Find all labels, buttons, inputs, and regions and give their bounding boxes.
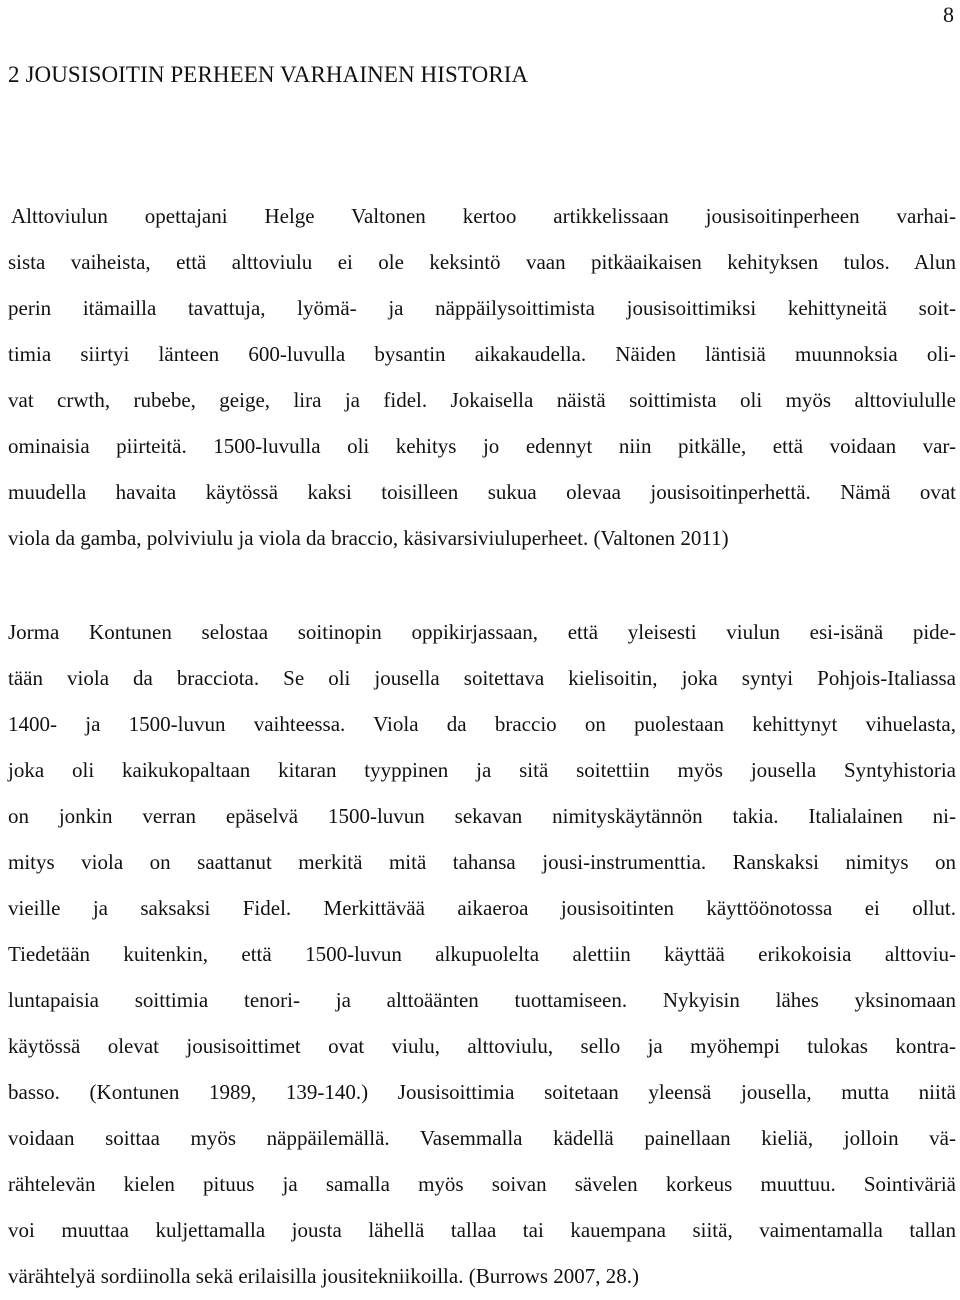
paragraph-valtonen: [8, 193, 956, 561]
text-line: mitys viola on saattanut merkitä mitä tahansa jousi-instrumenttia. Ranskaksi nimitys on: [8, 850, 956, 874]
text-line: voidaan soittaa myös näppäilemällä. Vasemmalla kädellä painellaan kieliä, jolloin vä-: [8, 1126, 956, 1150]
paragraph-kontunen: [8, 609, 956, 1299]
text-line: Jorma Kontunen selostaa soitinopin oppikirjassaan, että yleisesti viulun esi-isänä pide-: [8, 620, 956, 644]
text-line: sista vaiheista, että alttoviulu ei ole keksintö vaan pitkäaikaisen kehityksen tulos. Alun: [8, 250, 956, 274]
text-line: Alttoviulun opettajani Helge Valtonen kertoo artikkelissaan jousisoitinperheen varhai-: [11, 204, 956, 228]
text-line: viola da gamba, polviviulu ja viola da braccio, käsivarsiviuluperheet. (Valtonen 2011): [8, 526, 729, 550]
text-line: perin itämailla tavattuja, lyömä- ja näppäilysoittimista jousisoittimiksi kehittyneitä soit-: [8, 296, 956, 320]
text-line: vieille ja saksaksi Fidel. Merkittävää aikaeroa jousisoitinten käyttöönotossa ei ollut.: [8, 896, 956, 920]
text-line: tään viola da bracciota. Se oli jousella soitettava kielisoitin, joka syntyi Pohjois-Italiassa: [8, 666, 956, 690]
text-line: Tiedetään kuitenkin, että 1500-luvun alkupuolelta alettiin käyttää erikokoisia alttoviu-: [8, 942, 956, 966]
text-line: voi muuttaa kuljettamalla jousta lähellä tallaa tai kauempana siitä, vaimentamalla tallan: [8, 1218, 956, 1242]
text-line: joka oli kaikukopaltaan kitaran tyyppinen ja sitä soitettiin myös jousella Syntyhistoria: [8, 758, 956, 782]
text-line: basso. (Kontunen 1989, 139-140.) Jousisoittimia soitetaan yleensä jousella, mutta niitä: [8, 1080, 956, 1104]
text-line: värähtelyä sordiinolla sekä erilaisilla jousitekniikoilla. (Burrows 2007, 28.): [8, 1264, 640, 1288]
text-line: on jonkin verran epäselvä 1500-luvun sekavan nimityskäytännön takia. Italialainen ni-: [8, 804, 956, 828]
text-line: timia siirtyi länteen 600-luvulla bysantin aikakaudella. Näiden läntisiä muunnoksia oli-: [8, 342, 956, 366]
text-line: luntapaisia soittimia tenori- ja alttoäänten tuottamiseen. Nykyisin lähes yksinomaan: [8, 988, 956, 1012]
text-line: käytössä olevat jousisoittimet ovat viulu, alttoviulu, sello ja myöhempi tulokas kontra-: [8, 1034, 956, 1058]
text-line: ominaisia piirteitä. 1500-luvulla oli kehitys jo edennyt niin pitkälle, että voidaan var-: [8, 434, 956, 458]
text-line: rähtelevän kielen pituus ja samalla myös soivan sävelen korkeus muuttuu. Sointiväriä: [8, 1172, 956, 1196]
chapter-heading: 2 JOUSISOITIN PERHEEN VARHAINEN HISTORIA: [8, 62, 529, 87]
text-line: muudella havaita käytössä kaksi toisilleen sukua olevaa jousisoitinperhettä. Nämä ovat: [8, 480, 956, 504]
page-number: 8: [943, 2, 954, 27]
text-line: vat crwth, rubebe, geige, lira ja fidel. Jokaisella näistä soittimista oli myös alttoviululle: [8, 388, 956, 412]
text-line: 1400- ja 1500-luvun vaihteessa. Viola da braccio on puolestaan kehittynyt vihuelasta,: [8, 712, 956, 736]
